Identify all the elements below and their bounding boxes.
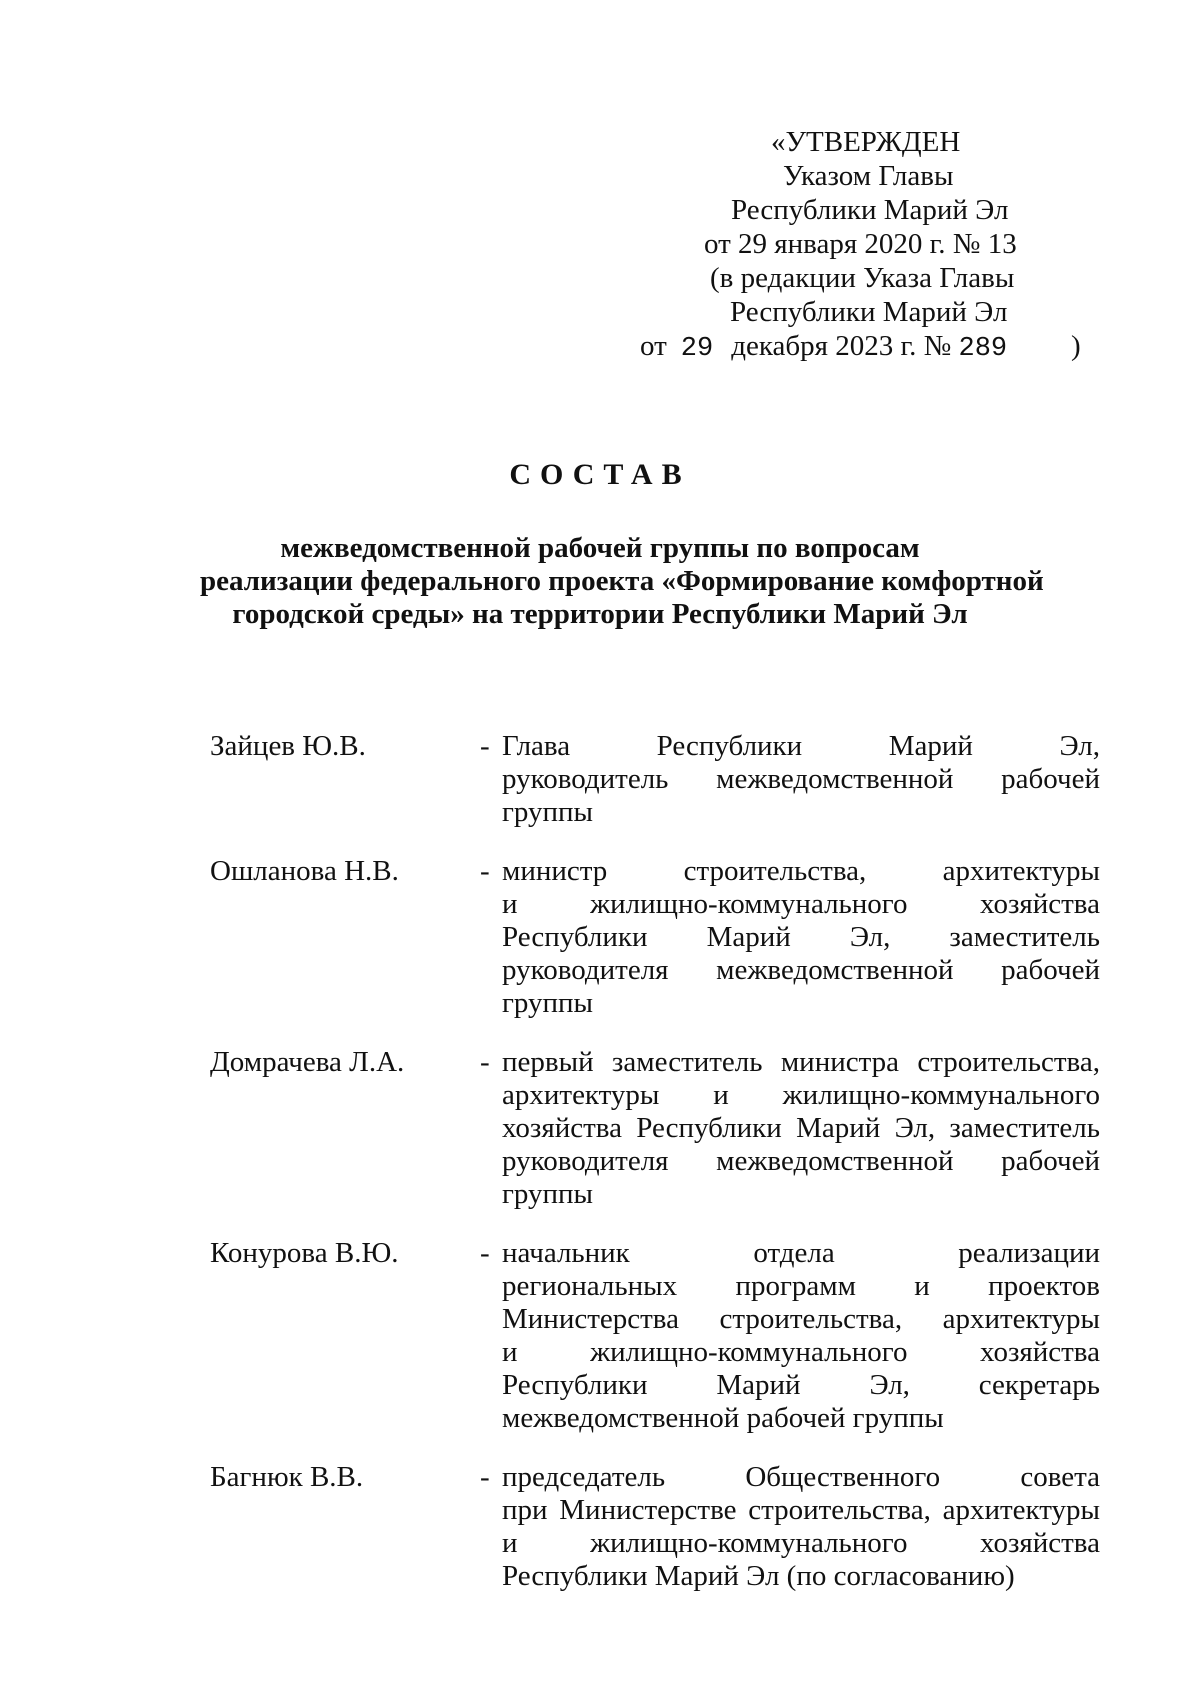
member-row	[210, 855, 1100, 1020]
approval-line: Республики Марий Эл	[731, 194, 1009, 226]
member-position	[502, 1046, 1100, 1211]
approval-line: Указом Главы	[783, 160, 954, 192]
subtitle-line: реализации федерального проекта «Формирование комфортной	[200, 565, 1044, 597]
member-position-line: руководитель межведомственной рабочей	[502, 763, 1100, 795]
subtitle-line: межведомственной рабочей группы по вопросам	[280, 532, 920, 564]
member-position-line: и жилищно-коммунального хозяйства	[502, 1527, 1100, 1559]
member-position-line: хозяйства Республики Марий Эл, заместитель	[502, 1112, 1100, 1144]
edition-middle: декабря 2023 г. №	[731, 330, 952, 362]
member-dash: -	[480, 855, 490, 887]
member-row	[210, 1237, 1100, 1435]
edition-number: 289	[958, 334, 1008, 364]
member-dash: -	[480, 1237, 490, 1269]
member-position	[502, 1237, 1100, 1435]
approval-line: (в редакции Указа Главы	[710, 262, 1015, 294]
member-position-line: группы	[502, 796, 594, 828]
member-row	[210, 1046, 1100, 1211]
member-position-line: руководителя межведомственной рабочей	[502, 954, 1100, 986]
member-position-line: министр строительства, архитектуры	[502, 855, 1100, 887]
member-position-line: региональных программ и проектов	[502, 1270, 1100, 1302]
member-name: Зайцев Ю.В.	[210, 730, 366, 762]
member-name: Конурова В.Ю.	[210, 1237, 399, 1269]
member-dash: -	[480, 1046, 490, 1078]
member-position-line: председатель Общественного совета	[502, 1461, 1100, 1493]
approval-stamp	[640, 125, 1080, 366]
member-position-line: группы	[502, 1178, 594, 1210]
member-dash: -	[480, 1461, 490, 1493]
edition-suffix: )	[1071, 330, 1081, 362]
member-row	[210, 1461, 1100, 1593]
member-name: Багнюк В.В.	[210, 1461, 364, 1493]
approval-line: от 29 января 2020 г. № 13	[704, 228, 1017, 260]
document-subtitle	[200, 532, 1044, 631]
member-name: Домрачева Л.А.	[210, 1046, 405, 1078]
member-position-line: первый заместитель министра строительства,	[502, 1046, 1100, 1078]
member-position-line: Республики Марий Эл, заместитель	[502, 921, 1100, 953]
member-position-line: Республики Марий Эл (по согласованию)	[502, 1560, 1015, 1592]
subtitle-line: городской среды» на территории Республики Марий Эл	[232, 598, 968, 630]
member-position-line: при Министерстве строительства, архитектуры	[502, 1494, 1100, 1526]
document-title: СОСТАВ	[509, 458, 691, 491]
member-position-line: Министерства строительства, архитектуры	[502, 1303, 1100, 1335]
member-position-line: группы	[502, 987, 594, 1019]
member-position-line: межведомственной рабочей группы	[502, 1402, 944, 1434]
member-position-line: начальник отдела реализации	[502, 1237, 1100, 1269]
edition-day: 29	[680, 334, 714, 364]
member-dash: -	[480, 730, 490, 762]
member-position-line: Глава Республики Марий Эл,	[502, 730, 1100, 762]
approval-edition-date	[640, 329, 1080, 366]
member-position-line: Республики Марий Эл, секретарь	[502, 1369, 1100, 1401]
member-position-line: руководителя межведомственной рабочей	[502, 1145, 1100, 1177]
member-position-line: и жилищно-коммунального хозяйства	[502, 1336, 1100, 1368]
approval-line: «УТВЕРЖДЕН	[771, 126, 961, 158]
member-list	[210, 730, 1100, 1619]
member-position-line: архитектуры и жилищно-коммунального	[502, 1079, 1100, 1111]
member-position	[502, 855, 1100, 1020]
member-position	[502, 730, 1100, 829]
member-position-line: и жилищно-коммунального хозяйства	[502, 888, 1100, 920]
member-row	[210, 730, 1100, 829]
edition-prefix: от	[640, 330, 667, 362]
member-position	[502, 1461, 1100, 1593]
member-name: Ошланова Н.В.	[210, 855, 399, 887]
approval-line: Республики Марий Эл	[730, 296, 1008, 328]
